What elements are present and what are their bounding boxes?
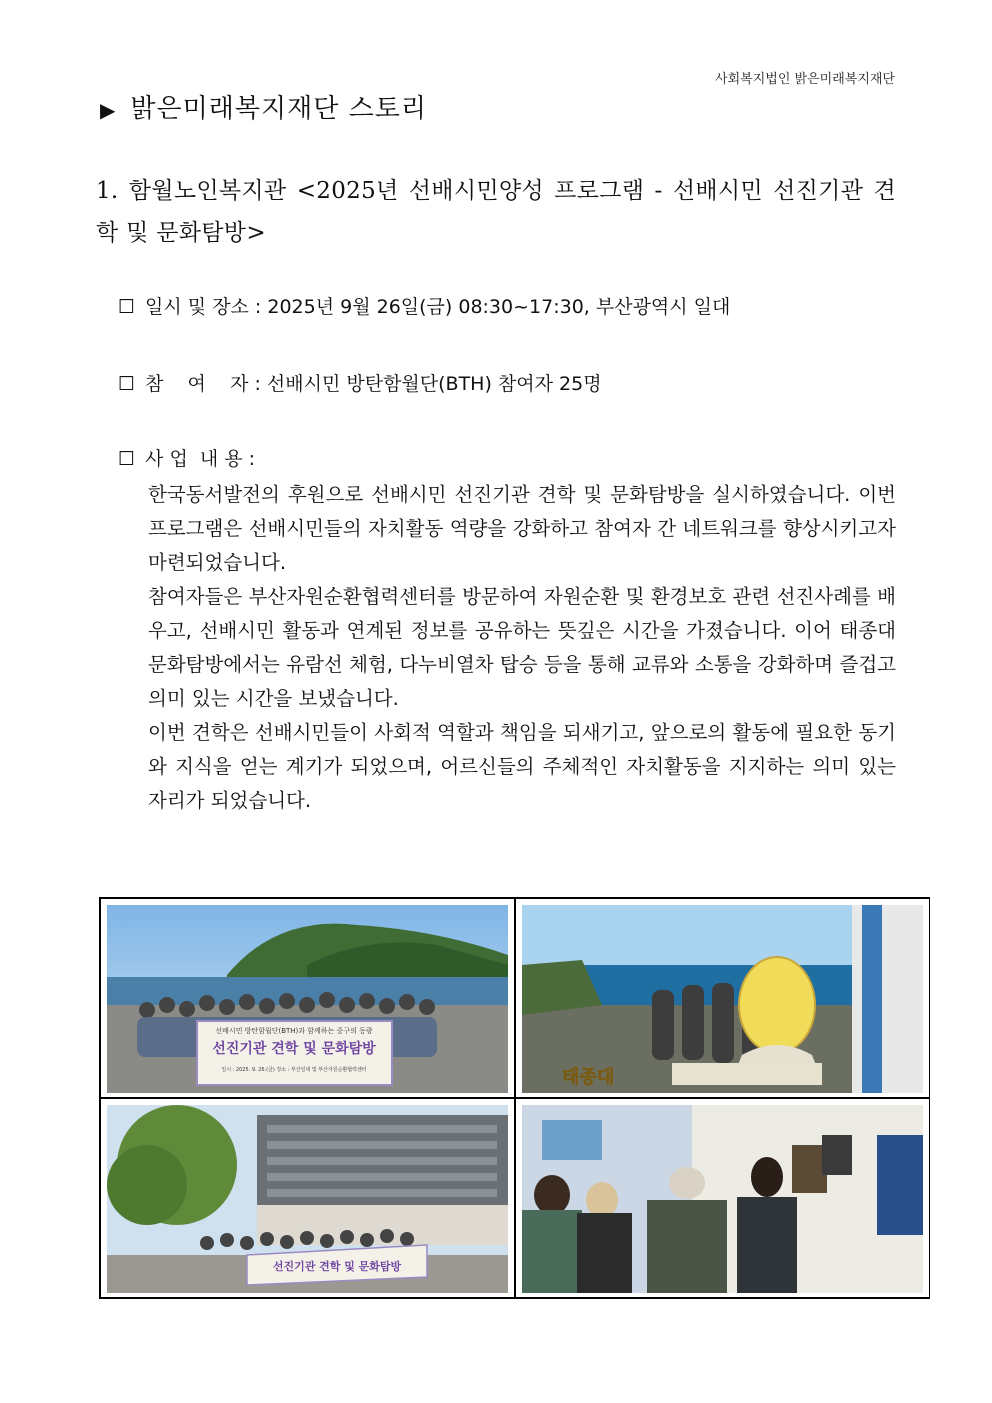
content-paragraph-2: 참여자들은 부산자원순환협력센터를 방문하여 자원순환 및 환경보호 관련 선진사례를 배우고, 선배시민 활동과 연계된 정보를 공유하는 뜻깊은 시간을 가졌습니다. 이어 태종대 문화탐방에서는 유람선 체험, 다누비열차 탑승 등을 통해 교류와 소통을 강화하며 즐겁고 의미 있는 시간을 보냈습니다.	[148, 585, 896, 710]
beach-group-photo	[107, 905, 508, 1093]
participants-text: 참 여 자 : 선배시민 방탄함월단(BTH) 참여자 25명	[145, 373, 602, 395]
content-paragraph-1: 한국동서발전의 후원으로 선배시민 선진기관 견학 및 문화탐방을 실시하였습니다. 이번 프로그램은 선배시민들의 자치활동 역량을 강화하고 참여자 간 네트워크를 향상시키고자 마련되었습니다.	[148, 483, 896, 574]
triangle-arrow-icon: ▶	[100, 98, 117, 122]
banner-main-text: 선진기관 견학 및 문화탐방	[212, 1041, 376, 1057]
checkbox-square-icon: ☐	[118, 373, 136, 395]
banner-line1: 선배시민 방탄함월단(BTH)과 함께하는 중구의 동광	[215, 1027, 373, 1035]
banner-sub-text: 일시 : 2025. 9. 26.(금) 장소 : 부산일대 및 부산자원순환협력센터	[221, 1067, 367, 1073]
taejongdae-photo	[522, 905, 923, 1093]
banner2-text: 선진기관 견학 및 문화탐방	[272, 1260, 402, 1273]
section-title: 1. 함월노인복지관 <2025년 선배시민양성 프로그램 - 선배시민 선진기관 견학 및 문화탐방>	[96, 178, 896, 246]
photo-indoor-talk	[515, 1098, 930, 1298]
taejongdae-label: 태종대	[562, 1067, 615, 1088]
content-paragraph-3: 이번 견학은 선배시민들이 사회적 역할과 책임을 되새기고, 앞으로의 활동에 필요한 동기와 지식을 얻는 계기가 되었으며, 어르신들의 주체적인 자치활동을 지지하는 의미 있는 자리가 되었습니다.	[148, 721, 896, 812]
checkbox-square-icon: ☐	[118, 448, 136, 470]
story-heading-text: 밝은미래복지재단 스토리	[130, 94, 427, 124]
photo-building-group	[100, 1098, 515, 1298]
building-group-photo	[107, 1105, 508, 1293]
content-body	[148, 478, 896, 818]
datetime-item	[118, 292, 730, 319]
content-label-text: 사 업 내 용 :	[145, 448, 256, 470]
indoor-talk-photo	[522, 1105, 923, 1293]
checkbox-square-icon: ☐	[118, 296, 136, 318]
content-label-item	[118, 444, 255, 471]
organization-name: 사회복지법인 밝은미래복지재단	[715, 72, 895, 87]
story-heading	[100, 88, 427, 125]
photo-grid	[99, 897, 930, 1299]
participants-item	[118, 369, 602, 396]
photo-taejongdae	[515, 898, 930, 1098]
datetime-text: 일시 및 장소 : 2025년 9월 26일(금) 08:30~17:30, 부산광역시 일대	[145, 296, 731, 318]
photo-beach-group	[100, 898, 515, 1098]
